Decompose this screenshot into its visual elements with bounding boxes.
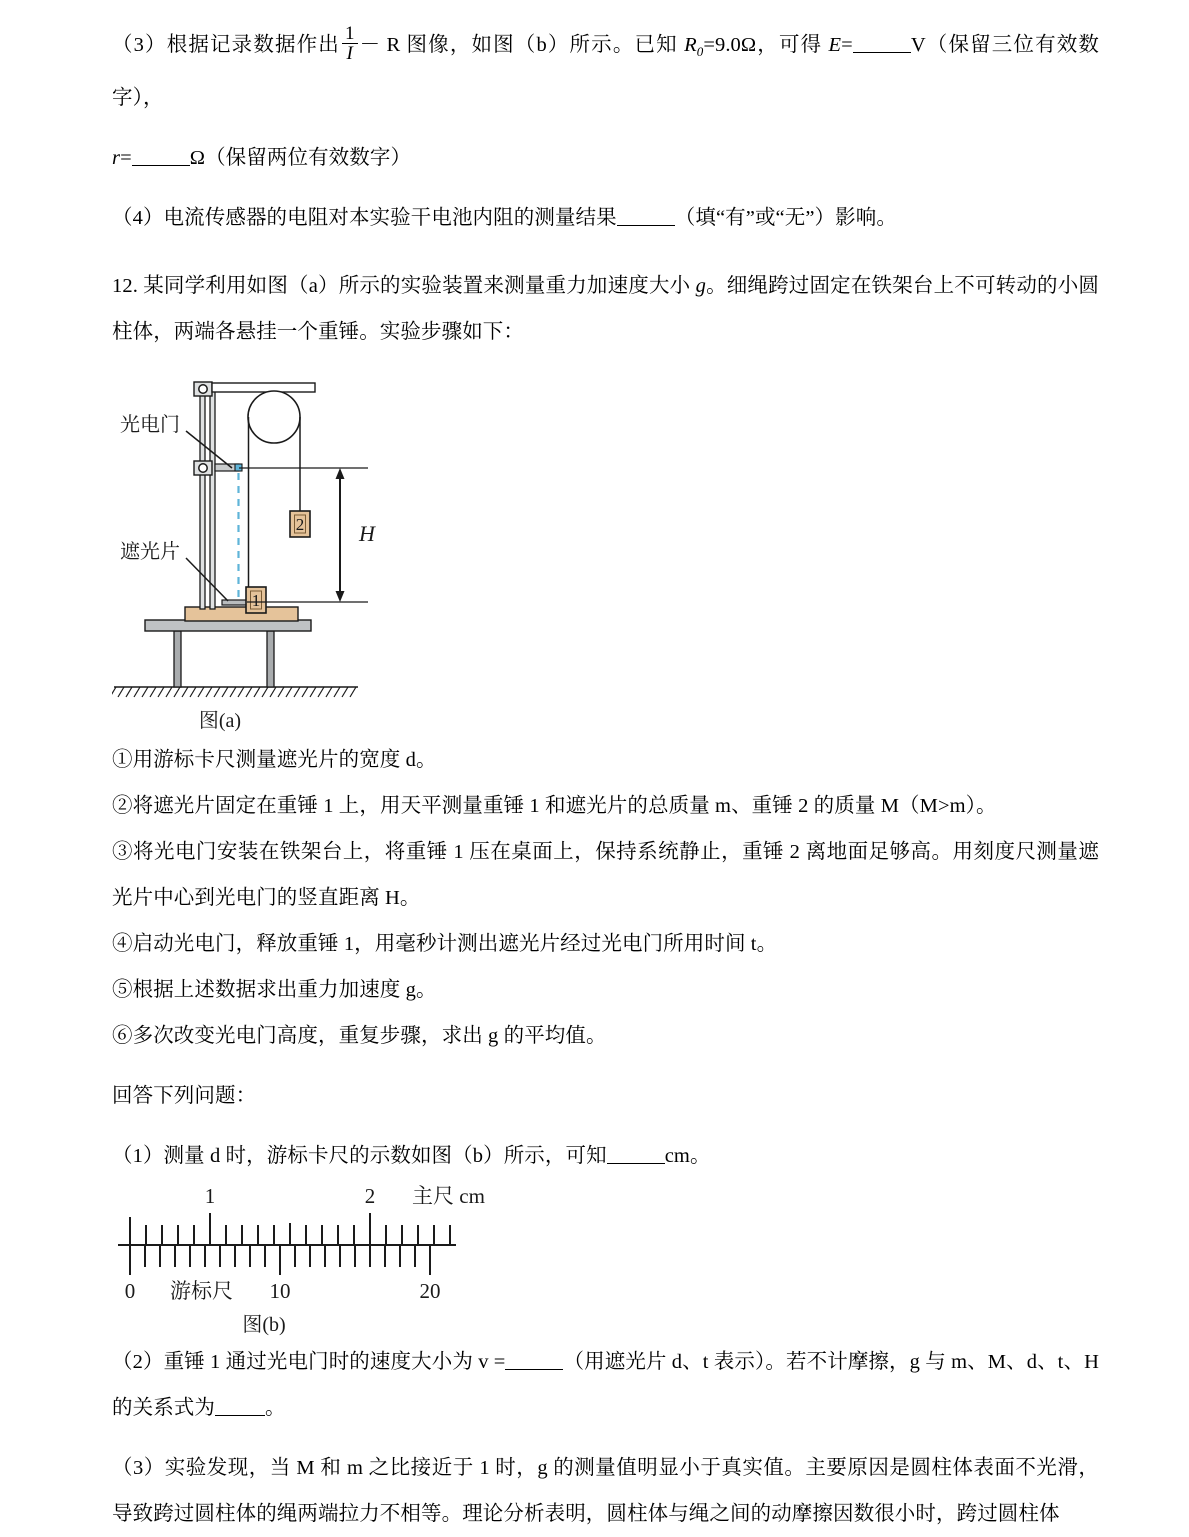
- q12-step-5: ⑤根据上述数据求出重力加速度 g。: [112, 979, 437, 1002]
- shading-plate: [222, 600, 247, 605]
- gravity-symbol: g: [695, 275, 706, 298]
- q11-part4: [0, 195, 1189, 241]
- figure-b-caption: 图(b): [242, 1314, 286, 1337]
- weight-1-label: 1: [251, 591, 261, 611]
- gap-before-q12: [0, 241, 1189, 263]
- shading-plate-label: 遮光片: [120, 541, 180, 564]
- vernier-scale-ticks: [130, 1245, 430, 1275]
- emf-symbol: E: [828, 34, 842, 56]
- height-arrow-head-bottom: [336, 591, 345, 602]
- internal-resistance-tail: Ω（保留两位有效数字）: [189, 147, 412, 170]
- q12-sub2-post: 。: [265, 1397, 286, 1420]
- emf-unit: V（保留三位有效数字），: [112, 34, 1099, 110]
- gap-before-answer-prompt: [0, 1059, 1189, 1073]
- q12-step-6: ⑥多次改变光电门高度，重复步骤，求出 g 的平均值。: [112, 1025, 607, 1048]
- figure-a-container: [0, 369, 1189, 737]
- r0-symbol: R: [684, 34, 697, 56]
- photogate-clamp-screw: [199, 464, 207, 472]
- small-cylinder: [248, 391, 300, 443]
- q12-sub3: （3）实验发现，当 M 和 m 之比接近于 1 时，g 的测量值明显小于真实值。主要原因是圆柱体表面不光滑，导致跨过圆柱体的绳两端拉力不相等。理论分析表明，圆柱体与绳之间的动摩擦因数很小时，跨过圆柱体: [112, 1457, 1099, 1526]
- q11-part3-line2: [0, 135, 1189, 181]
- internal-resistance-answer-blank[interactable]: [132, 145, 190, 167]
- shading-plate-leader-line: [186, 558, 228, 601]
- q12-sub1-pre: （1）测量 d 时，游标卡尺的示数如图（b）所示，可知: [112, 1145, 607, 1168]
- gap-after-part3-line1: [0, 121, 1189, 135]
- top-clamp-screw: [199, 385, 207, 393]
- gap-before-sub3: [0, 1431, 1189, 1445]
- weight-2-label: 2: [295, 515, 305, 535]
- horizontal-beam: [212, 383, 315, 392]
- fraction-numerator: 1: [344, 22, 355, 44]
- q12-stem: [0, 263, 1189, 355]
- q12-sub1-post: cm。: [664, 1145, 711, 1168]
- q12-step-2: ②将遮光片固定在重锤 1 上，用天平测量重锤 1 和遮光片的总质量 m、重锤 2 的质量 M（M>m）。: [112, 795, 997, 818]
- figure-b-container: [0, 1179, 1189, 1339]
- q12-sub2: [0, 1339, 1189, 1431]
- q11-part3-prefix: （3）根据记录数据作出: [112, 34, 340, 56]
- height-label-H: H: [359, 521, 375, 547]
- main-scale-ticks: [130, 1213, 450, 1245]
- vernier-scale-title: 游标尺: [170, 1279, 233, 1304]
- vernier-label-10: 10: [269, 1279, 291, 1304]
- figure-a-caption: 图(a): [198, 710, 242, 733]
- main-scale-title: 主尺 cm: [412, 1184, 485, 1209]
- q12-answer-prompt: 回答下列问题：: [112, 1085, 257, 1108]
- q12-stem-pre: 某同学利用如图（a）所示的实验装置来测量重力加速度大小: [143, 275, 696, 298]
- internal-resistance-symbol: r: [112, 147, 121, 170]
- q12-sub2-relation-blank[interactable]: [215, 1395, 265, 1417]
- q12-sub1-answer-blank[interactable]: [607, 1143, 665, 1165]
- q12-sub2-mid: （用遮光片 d、t 表示）。若不计摩擦，g 与 m、M、d、t、H 的关系式为: [112, 1351, 1099, 1420]
- q12-sub2-pre: （2）重锤 1 通过光电门时的速度大小为 v =: [112, 1351, 506, 1374]
- main-scale-label-2: 2: [364, 1184, 376, 1209]
- vernier-label-20: 20: [419, 1279, 441, 1304]
- emf-answer-blank[interactable]: [853, 32, 911, 54]
- ground-hatching: [112, 687, 356, 697]
- emf-equals: =: [841, 34, 853, 56]
- table-leg-left: [174, 631, 181, 687]
- table-leg-right: [267, 631, 274, 687]
- q11-part3-mid: － R 图像，如图（b）所示。已知: [359, 34, 685, 56]
- gap-after-answer-prompt: [0, 1119, 1189, 1133]
- q11-part3-line1: [0, 22, 1189, 121]
- stand-rod-right: [210, 391, 215, 609]
- q12-step-3: ③将光电门安装在铁架台上，将重锤 1 压在桌面上，保持系统静止，重锤 2 离地面足够高。用刻度尺测量遮光片中心到光电门的竖直距离 H。: [112, 841, 1099, 910]
- internal-resistance-equals: =: [120, 147, 132, 170]
- vernier-label-0: 0: [124, 1279, 136, 1304]
- q11-part4-pre: （4）电流传感器的电阻对本实验干电池内阻的测量结果: [112, 207, 617, 230]
- q12-sub1: [0, 1133, 1189, 1179]
- vernier-caliper-diagram: [112, 1179, 532, 1339]
- q12-step-1: ①用游标卡尺测量遮光片的宽度 d。: [112, 749, 437, 772]
- fraction-one-over-i: [342, 24, 358, 65]
- top-spacer: [0, 0, 1189, 22]
- r0-subscript: 0: [696, 44, 704, 60]
- q12-sub2-velocity-blank[interactable]: [505, 1349, 563, 1371]
- q11-part4-post: （填“有”或“无”）影响。: [674, 207, 897, 230]
- q12-step-4: ④启动光电门，释放重锤 1，用毫秒计测出遮光片经过光电门所用时间 t。: [112, 933, 778, 956]
- q12-stem-post: 。细绳跨过固定在铁架台上不可转动的小圆柱体，两端各悬挂一个重锤。实验步骤如下：: [112, 275, 1099, 344]
- main-scale-label-1: 1: [204, 1184, 216, 1209]
- q12-number: 12.: [112, 275, 138, 298]
- photogate-label: 光电门: [120, 414, 180, 437]
- r0-value: =9.0Ω，可得: [703, 34, 829, 56]
- fraction-denominator: I: [342, 43, 358, 64]
- height-arrow-head-top: [336, 468, 345, 479]
- apparatus-diagram: [112, 369, 412, 737]
- q11-part4-answer-blank[interactable]: [617, 205, 675, 227]
- gap-before-part4: [0, 181, 1189, 195]
- gap-before-figure-a: [0, 355, 1189, 369]
